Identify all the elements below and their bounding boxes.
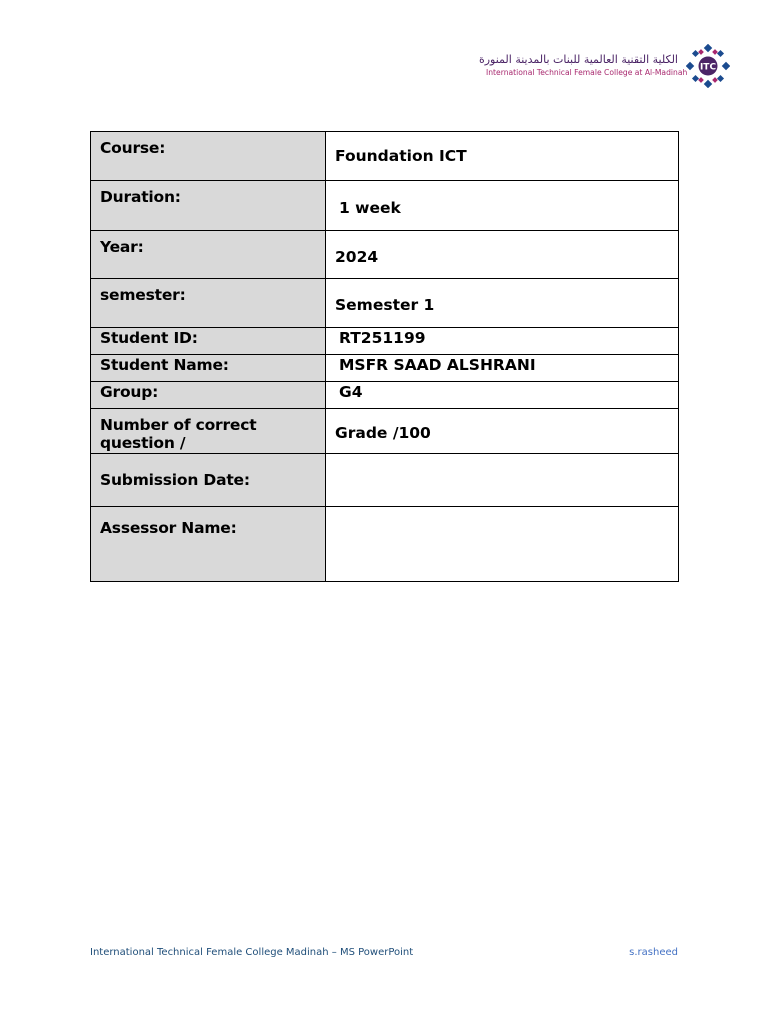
footer-author-text: s.rasheed bbox=[629, 947, 678, 958]
student-id-label: Student ID: bbox=[100, 329, 198, 347]
student-name-value-cell bbox=[326, 355, 679, 382]
student-name-label-cell bbox=[91, 355, 326, 382]
logo-mark-text: ITC bbox=[699, 62, 717, 73]
semester-label-cell bbox=[91, 279, 326, 328]
submission-date-label-cell bbox=[91, 454, 326, 507]
group-value-cell bbox=[326, 382, 679, 409]
footer-college-text: International Technical Female College Madinah – MS PowerPoint bbox=[90, 947, 414, 958]
duration-value: 1 week bbox=[339, 198, 401, 217]
duration-value-cell bbox=[326, 181, 679, 231]
student-id-value-cell bbox=[326, 328, 679, 355]
logo-arabic-name: الكلية التقنية العالمية للبنات بالمدينة المنورة bbox=[478, 53, 678, 66]
course-value-cell bbox=[326, 132, 679, 181]
group-value: G4 bbox=[339, 383, 363, 401]
semester-value-cell bbox=[326, 279, 679, 328]
table-row bbox=[91, 279, 679, 328]
submission-date-value-cell[interactable] bbox=[326, 454, 679, 507]
student-id-value: RT251199 bbox=[339, 329, 426, 347]
group-label-cell bbox=[91, 382, 326, 409]
semester-value: Semester 1 bbox=[335, 296, 435, 314]
year-label: Year: bbox=[100, 238, 144, 256]
grade-label: Number of correct question / bbox=[100, 416, 257, 452]
table-row bbox=[91, 454, 679, 507]
assessment-cover-table bbox=[90, 131, 679, 582]
duration-label: Duration: bbox=[100, 188, 181, 206]
table-row bbox=[91, 132, 679, 181]
assessor-name-label-cell bbox=[91, 507, 326, 582]
table-row bbox=[91, 507, 679, 582]
year-value-cell bbox=[326, 231, 679, 279]
grade-value-cell bbox=[326, 409, 679, 454]
submission-date-label: Submission Date: bbox=[100, 471, 250, 489]
table-row bbox=[91, 382, 679, 409]
course-label-cell bbox=[91, 132, 326, 181]
year-value: 2024 bbox=[335, 247, 379, 266]
itc-logo-icon bbox=[686, 44, 730, 88]
student-name-label: Student Name: bbox=[100, 356, 229, 374]
assessor-name-label: Assessor Name: bbox=[100, 519, 237, 537]
duration-label-cell bbox=[91, 181, 326, 231]
group-label: Group: bbox=[100, 383, 159, 401]
year-label-cell bbox=[91, 231, 326, 279]
course-value: Foundation ICT bbox=[335, 147, 467, 165]
college-logo bbox=[478, 44, 730, 90]
student-id-label-cell bbox=[91, 328, 326, 355]
logo-english-name: International Technical Female College at Al-Madinah bbox=[486, 68, 688, 77]
table-row bbox=[91, 181, 679, 231]
grade-label-cell bbox=[91, 409, 326, 454]
course-label: Course: bbox=[100, 139, 166, 157]
table-row bbox=[91, 328, 679, 355]
table-row bbox=[91, 355, 679, 382]
student-name-value: MSFR SAAD ALSHRANI bbox=[339, 356, 536, 374]
assessor-name-value-cell[interactable] bbox=[326, 507, 679, 582]
table-row bbox=[91, 409, 679, 454]
grade-value: Grade /100 bbox=[335, 424, 431, 442]
table-row bbox=[91, 231, 679, 279]
semester-label: semester: bbox=[100, 286, 186, 304]
